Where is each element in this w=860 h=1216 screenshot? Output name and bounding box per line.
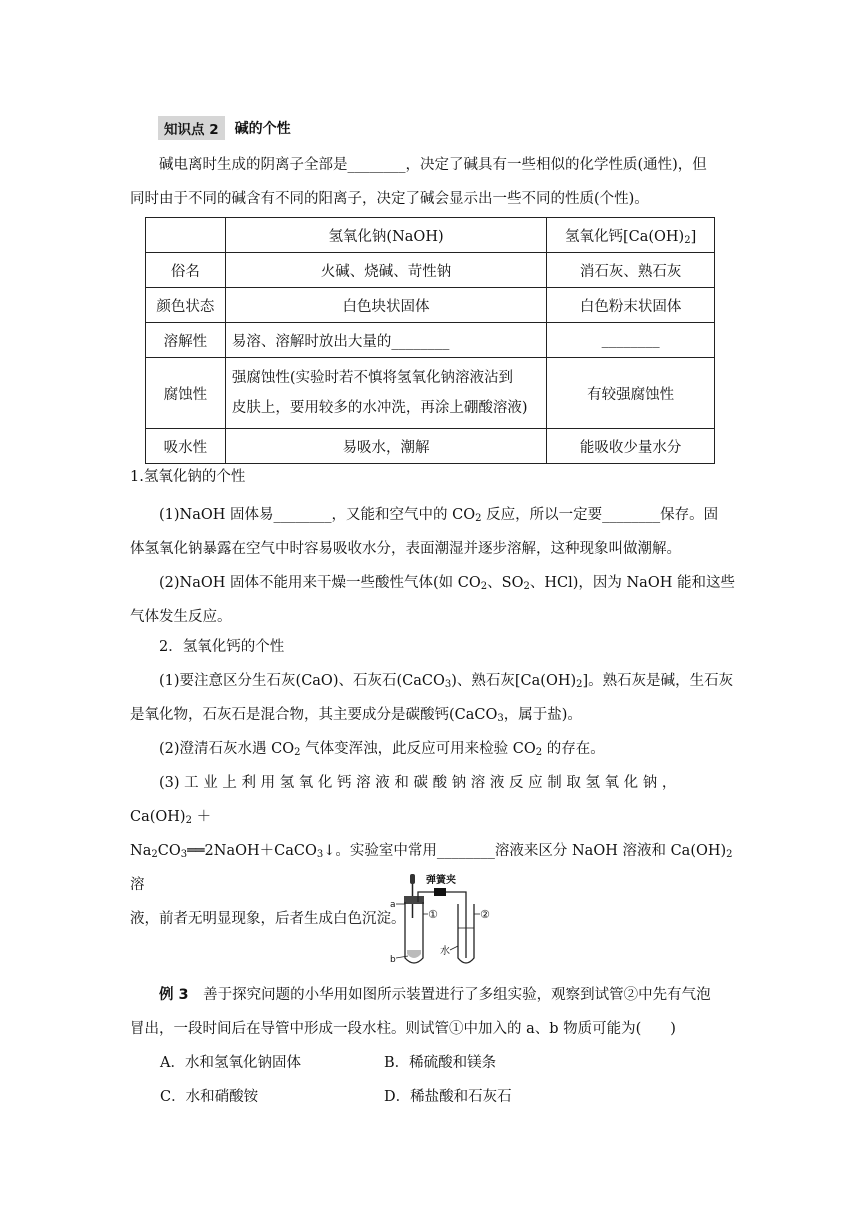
- s2-para-3: (3) 工 业 上 利 用 氢 氧 化 钙 溶 液 和 碳 酸 钠 溶 液 反 应 制 取 氢 氧 化 钠 ， $Ca(OH)_2$ ＋: [130, 775, 677, 826]
- naoh-cell: 火碱、烧碱、苛性钠: [225, 253, 546, 288]
- s1-para-2-cont: 气体发生反应。: [130, 609, 232, 625]
- table-row: [146, 253, 715, 288]
- table-row: [146, 288, 715, 323]
- label-a: a: [390, 900, 396, 910]
- label-tube-1: ①: [428, 908, 438, 921]
- section-2-title: 2．氢氧化钙的个性: [159, 639, 285, 655]
- knowledge-point-tag: 知识点 2: [158, 116, 225, 140]
- example-3: [130, 978, 742, 1046]
- option-a[interactable]: A．水和氢氧化钠固体: [160, 1055, 301, 1071]
- apparatus-figure: [388, 872, 508, 972]
- substance-b: [407, 950, 421, 958]
- clip-label: 弹簧夹: [426, 875, 456, 886]
- s2-para-3-cont: $Na_2CO_3══2NaOH+CaCO_3↓$。实验室中常用________溶液来区分 NaOH 溶液和 $Ca(OH)_2$ 溶: [130, 843, 733, 893]
- label-water-pointer: [450, 946, 458, 950]
- label-b-pointer: [396, 956, 408, 958]
- intro-line-1: 碱电离时生成的阴离子全部是________，决定了碱具有一些相似的化学性质(通性)，但: [159, 157, 707, 173]
- naoh-cell: 易吸水，潮解: [225, 429, 546, 464]
- s1-para-2: (2)NaOH 固体不能用来干燥一些酸性气体(如 $CO_2$、$SO_2$、HCl)，因为 NaOH 能和这些: [159, 575, 735, 592]
- table-row: [146, 323, 715, 358]
- example-label: 例 3: [159, 987, 189, 1003]
- caoh-cell: ________: [547, 323, 715, 358]
- section-1-title: 1.氢氧化钠的个性: [130, 469, 246, 485]
- properties-table: [145, 217, 715, 464]
- row-label: 腐蚀性: [146, 358, 226, 429]
- option-row-1: [160, 1046, 496, 1080]
- label-b: b: [390, 955, 396, 965]
- option-c[interactable]: C．水和硝酸铵: [160, 1089, 259, 1105]
- section-title: 碱的个性: [234, 121, 291, 137]
- header-naoh: 氢氧化钠(NaOH): [225, 218, 546, 253]
- caoh-cell: 白色粉末状固体: [547, 288, 715, 323]
- intro-line-2: 同时由于不同的碱含有不同的阳离子，决定了碱会显示出一些不同的性质(个性)。: [130, 191, 649, 207]
- spring-clip: [434, 888, 446, 896]
- dropper-bulb: [410, 874, 415, 884]
- s2-para-1: (1)要注意区分生石灰(CaO)、石灰石(CaCO$_3$)、熟石灰$[Ca(OH)_2]$。熟石灰是碱，生石灰: [159, 673, 734, 690]
- option-d[interactable]: D．稀盐酸和石灰石: [384, 1089, 512, 1105]
- row-label: 溶解性: [146, 323, 226, 358]
- table-row: [146, 358, 715, 429]
- naoh-cell: 强腐蚀性(实验时若不慎将氢氧化钠溶液沾到 皮肤上，要用较多的水冲洗，再涂上硼酸溶液): [225, 358, 546, 429]
- caoh-cell: 有较强腐蚀性: [547, 358, 715, 429]
- s2-para-3-end: 液，前者无明显现象，后者生成白色沉淀。: [130, 911, 406, 927]
- label-water: 水: [440, 946, 450, 957]
- row-label: 吸水性: [146, 429, 226, 464]
- option-row-2: [160, 1080, 512, 1114]
- s2-para-2: (2)澄清石灰水遇 $CO_2$ 气体变浑浊，此反应可用来检验 $CO_2$ 的存在。: [159, 741, 605, 758]
- naoh-cell: 易溶、溶解时放出大量的________: [225, 323, 546, 358]
- apparatus-diagram: [388, 872, 508, 972]
- intro-paragraph: [130, 148, 742, 216]
- label-tube-2: ②: [480, 908, 490, 921]
- table-row: [146, 429, 715, 464]
- naoh-cell: 白色块状固体: [225, 288, 546, 323]
- s1-para-1: (1)NaOH 固体易________，又能和空气中的 $CO_2$ 反应，所以一定要________保存。固: [159, 507, 719, 524]
- caoh-cell: 能吸收少量水分: [547, 429, 715, 464]
- s1-para-1-cont: 体氢氧化钠暴露在空气中时容易吸收水分，表面潮湿并逐步溶解，这种现象叫做潮解。: [130, 541, 681, 557]
- s2-para-1-cont: 是氧化物，石灰石是混合物，其主要成分是碳酸钙(CaCO$_3$，属于盐)。: [130, 707, 582, 724]
- section-1: [130, 460, 742, 634]
- section-heading: [158, 114, 291, 142]
- table-header-row: [146, 218, 715, 253]
- example-question-line-1: 例 3 善于探究问题的小华用如图所示装置进行了多组实验，观察到试管②中先有气泡: [159, 987, 711, 1003]
- table-corner-cell: [146, 218, 226, 253]
- row-label: 颜色状态: [146, 288, 226, 323]
- header-caoh: 氢氧化钙$[Ca(OH)_2]$: [547, 218, 715, 253]
- option-b[interactable]: B．稀硫酸和镁条: [384, 1055, 497, 1071]
- caoh-cell: 消石灰、熟石灰: [547, 253, 715, 288]
- row-label: 俗名: [146, 253, 226, 288]
- stopper: [404, 896, 424, 904]
- example-question-line-2: 冒出，一段时间后在导管中形成一段水柱。则试管①中加入的 a、b 物质可能为( ): [130, 1021, 676, 1037]
